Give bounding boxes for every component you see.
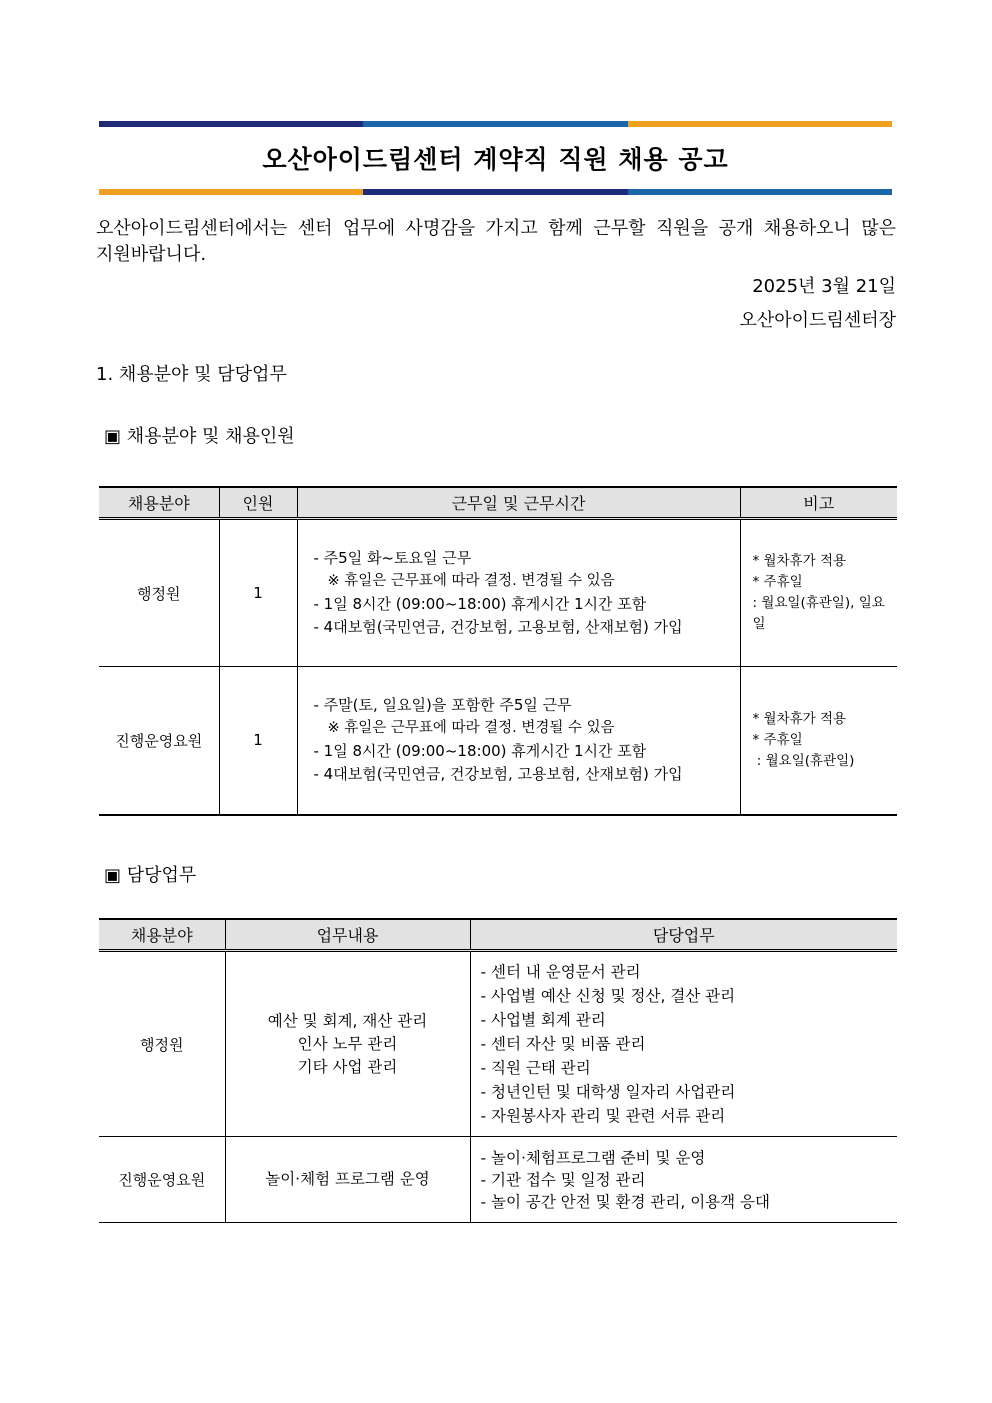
col-header-field: 채용분야 xyxy=(99,919,225,951)
bottom-color-bar xyxy=(99,189,892,195)
work-cell xyxy=(297,667,740,815)
field-cell: 행정원 xyxy=(99,951,225,1137)
col-header-duties: 담당업무 xyxy=(470,919,897,951)
col-header-content: 업무내용 xyxy=(225,919,470,951)
table-row xyxy=(99,519,897,667)
duty-cell xyxy=(470,1137,897,1223)
work-line: ※ 휴일은 근무표에 따라 결정. 변경될 수 있음 xyxy=(327,720,615,737)
field-cell: 행정원 xyxy=(99,519,219,667)
content-line: 놀이·체험 프로그램 운영 xyxy=(265,1170,430,1188)
page-title: 오산아이드림센터 계약직 직원 채용 공고 xyxy=(262,145,729,174)
work-cell xyxy=(297,519,740,667)
duty-line: - 사업별 예산 신청 및 정산, 결산 관리 xyxy=(480,987,736,1005)
content-cell xyxy=(225,1137,470,1223)
duty-line: - 사업별 회계 관리 xyxy=(480,1011,606,1029)
announcement-date: 2025년 3월 21일 xyxy=(752,276,896,297)
subheading-recruitment: ▣ 채용분야 및 채용인원 xyxy=(104,426,295,447)
work-line: - 주말(토, 일요일)을 포함한 주5일 근무 xyxy=(313,696,572,715)
duties-table xyxy=(99,918,897,1223)
col-header-note: 비고 xyxy=(740,487,897,519)
field-cell: 진행운영요원 xyxy=(99,1137,225,1223)
note-line: : 월요일(휴관일), 일요일 xyxy=(752,595,885,632)
table-row xyxy=(99,951,897,1137)
duty-line: - 자원봉사자 관리 및 관련 서류 관리 xyxy=(480,1107,726,1125)
field-cell: 진행운영요원 xyxy=(99,667,219,815)
note-line: * 주휴일 xyxy=(752,731,803,748)
subheading-duties: ▣ 담당업무 xyxy=(104,865,197,886)
recruitment-table xyxy=(99,486,897,816)
note-cell xyxy=(740,667,897,815)
note-line: * 월차휴가 적용 xyxy=(752,553,847,569)
table-row xyxy=(99,667,897,815)
col-header-field: 채용분야 xyxy=(99,487,219,519)
note-line: * 주휴일 xyxy=(752,574,803,590)
content-line: 기타 사업 관리 xyxy=(297,1057,398,1076)
work-line: - 1일 8시간 (09:00~18:00) 휴게시간 1시간 포함 xyxy=(313,595,647,613)
note-cell xyxy=(740,519,897,667)
work-line: - 4대보험(국민연금, 건강보험, 고용보험, 산재보험) 가입 xyxy=(313,765,683,784)
content-cell xyxy=(225,951,470,1137)
work-line: - 주5일 화~토요일 근무 xyxy=(313,549,472,567)
duty-cell xyxy=(470,951,897,1137)
duty-line: - 센터 내 운영문서 관리 xyxy=(480,963,641,981)
intro-paragraph: 오산아이드림센터에서는 센터 업무에 사명감을 가지고 함께 근무할 직원을 공개 채용하오니 많은 지원바랍니다. xyxy=(96,218,896,265)
col-header-hours: 근무일 및 근무시간 xyxy=(297,487,740,519)
note-line: * 월차휴가 적용 xyxy=(752,710,847,727)
content-line: 예산 및 회계, 재산 관리 xyxy=(267,1011,428,1030)
duty-line: - 센터 자산 및 비품 관리 xyxy=(480,1035,646,1053)
section-heading: 1. 채용분야 및 담당업무 xyxy=(96,364,287,385)
duty-line: - 기관 접수 및 일정 관리 xyxy=(480,1170,646,1189)
signer: 오산아이드림센터장 xyxy=(739,310,896,331)
content-line: 인사 노무 관리 xyxy=(297,1034,398,1053)
work-line: - 1일 8시간 (09:00~18:00) 휴게시간 1시간 포함 xyxy=(313,742,647,761)
duty-line: - 놀이·체험프로그램 준비 및 운영 xyxy=(480,1148,706,1167)
top-color-bar xyxy=(99,121,892,127)
note-line: : 월요일(휴관일) xyxy=(752,752,855,769)
work-line: ※ 휴일은 근무표에 따라 결정. 변경될 수 있음 xyxy=(327,573,615,589)
duty-line: - 놀이 공간 안전 및 환경 관리, 이용객 응대 xyxy=(480,1192,771,1211)
work-line: - 4대보험(국민연금, 건강보험, 고용보험, 산재보험) 가입 xyxy=(313,618,683,636)
duty-line: - 청년인턴 및 대학생 일자리 사업관리 xyxy=(480,1083,736,1101)
col-header-count: 인원 xyxy=(219,487,297,519)
count-cell: 1 xyxy=(219,667,297,815)
duty-line: - 직원 근태 관리 xyxy=(480,1059,591,1077)
count-cell: 1 xyxy=(219,519,297,667)
table-row xyxy=(99,1137,897,1223)
